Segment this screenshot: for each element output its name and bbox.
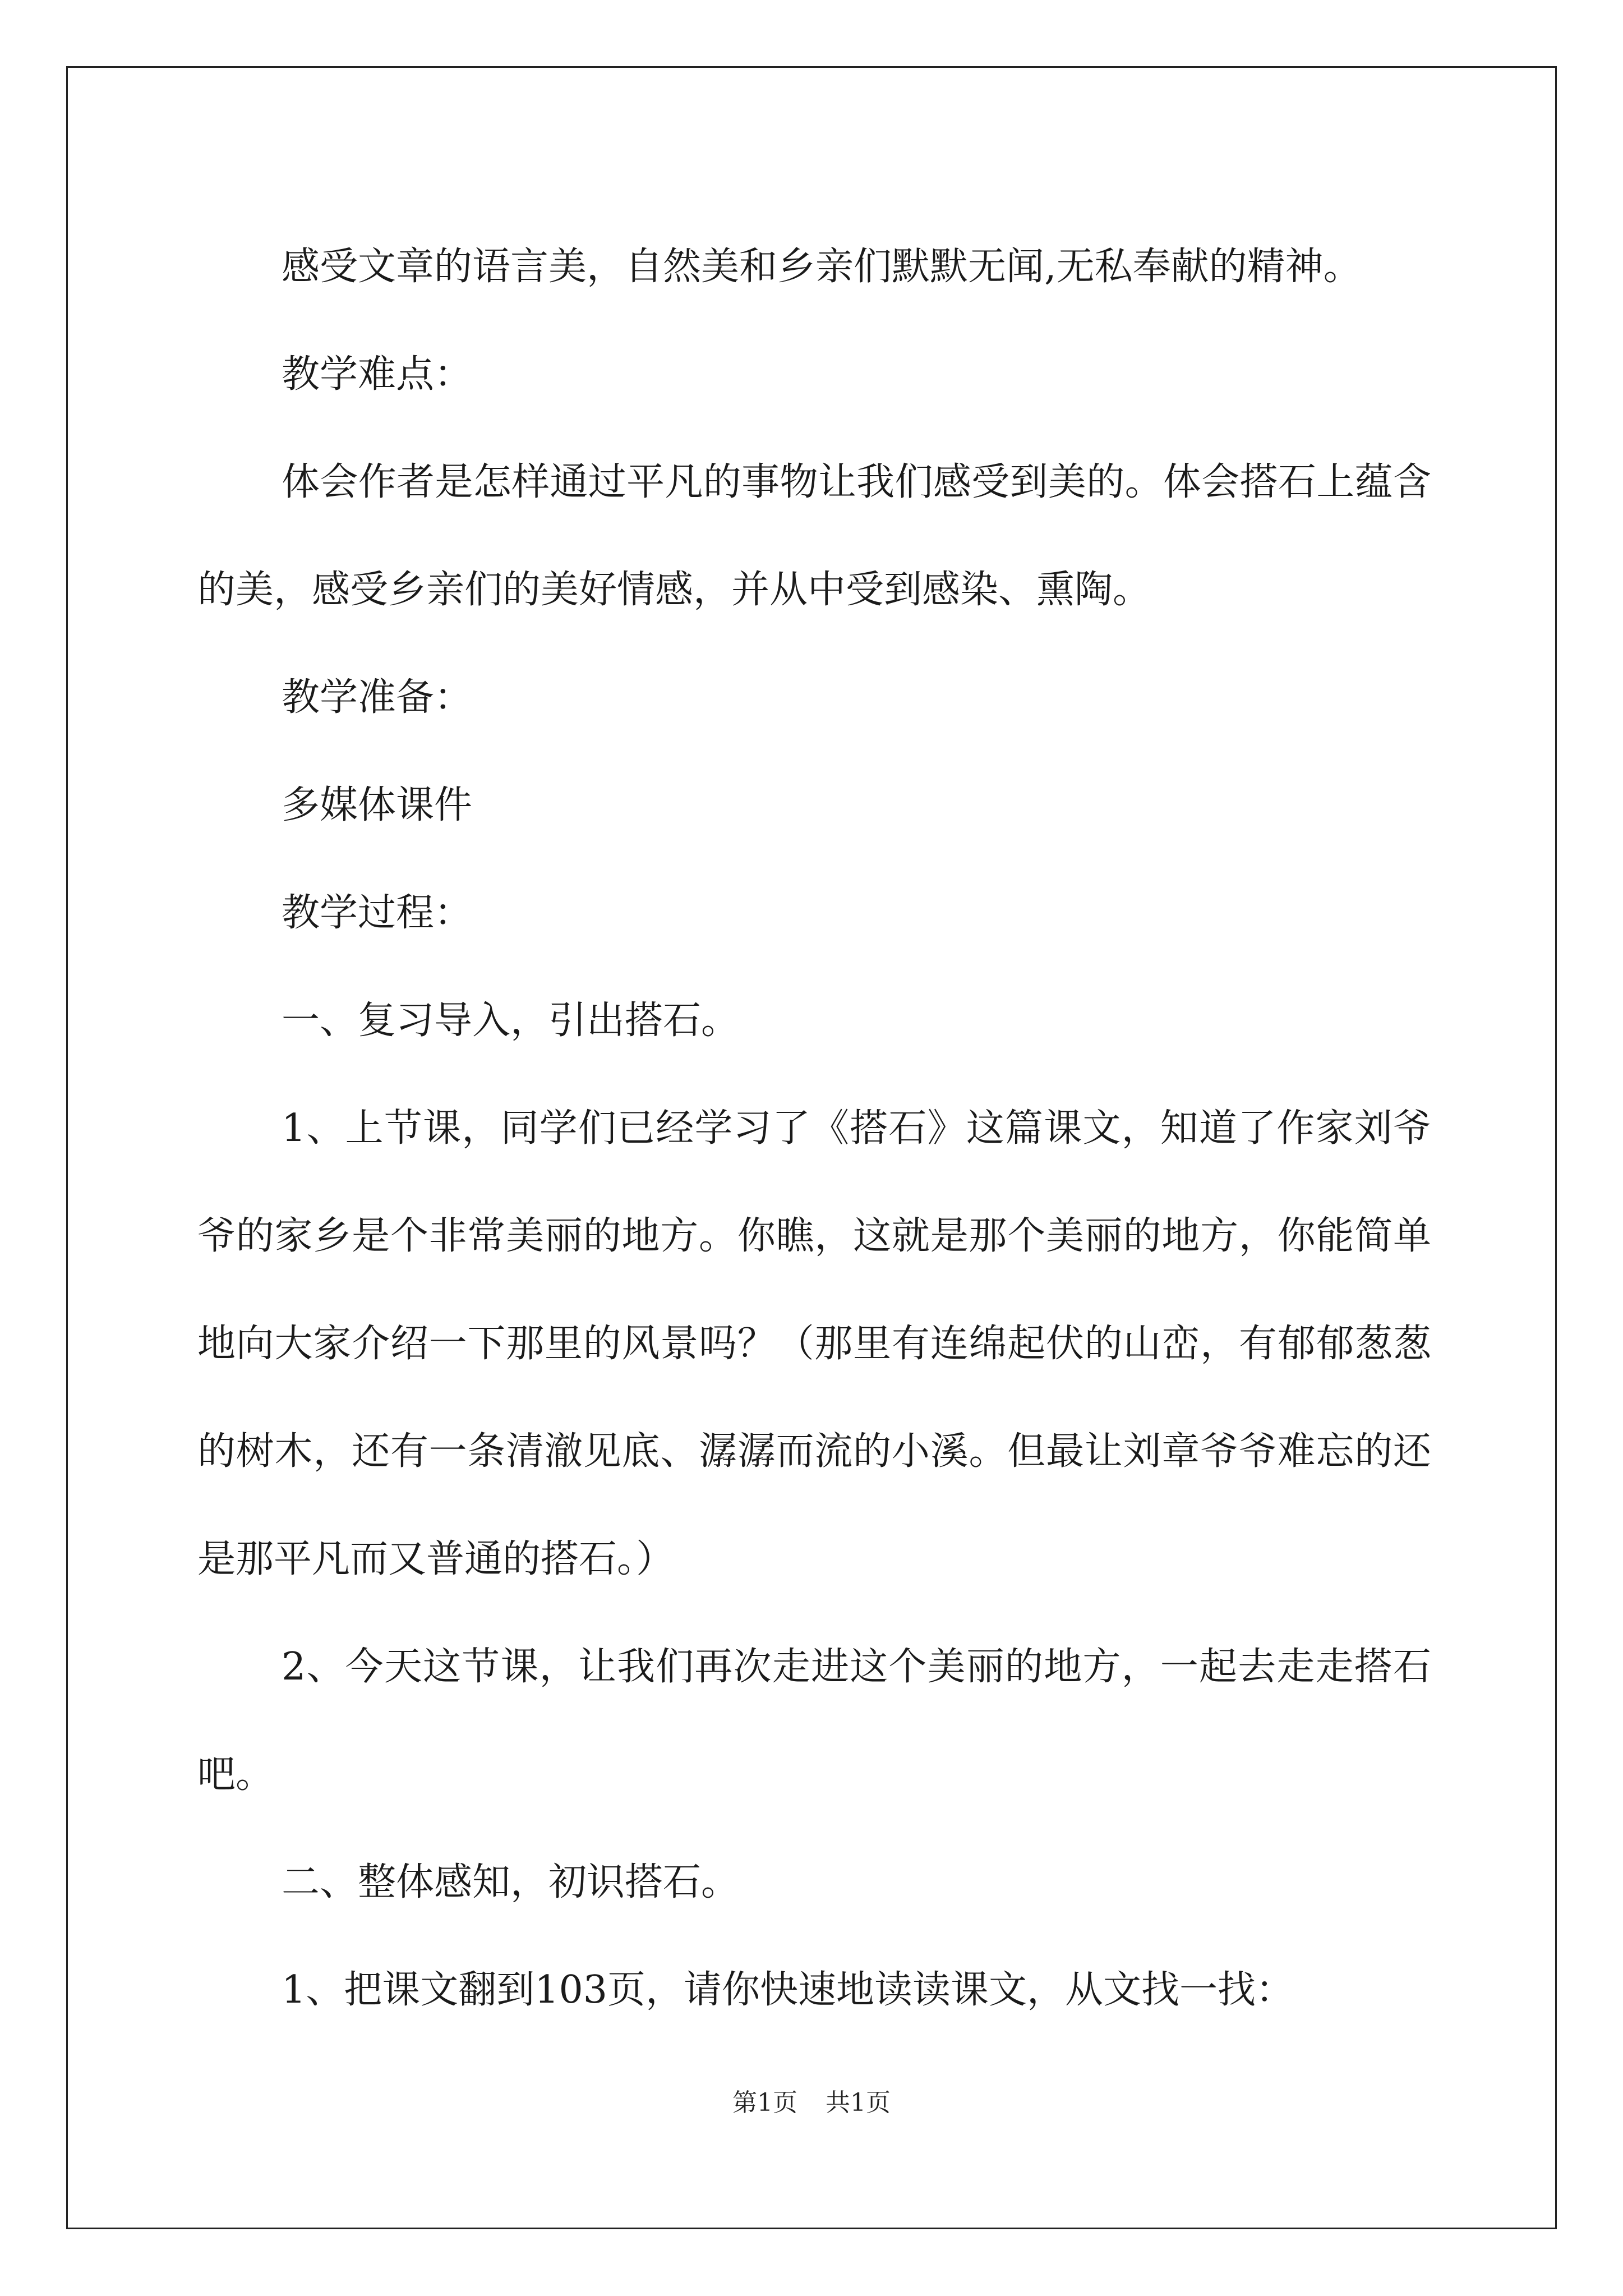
paragraph: 教学难点： <box>282 352 473 397</box>
paragraph: 1、把课文翻到103页，请你快速地读读课文，从文找一找： <box>282 1968 1294 2012</box>
page-number: 第1页 <box>732 2088 797 2117</box>
paragraph: 体会作者是怎样通过平凡的事物让我们感受到美的。体会搭石上蕴含的美，感受乡亲们的美好情感，并从中受到感染、熏陶。 <box>197 460 1431 612</box>
paragraph: 感受文章的语言美，自然美和乡亲们默默无闻,无私奉献的精神。 <box>282 245 1362 289</box>
paragraph: 多媒体课件 <box>282 783 473 827</box>
paragraph: 教学准备： <box>282 675 473 720</box>
paragraph: 2、今天这节课，让我们再次走进这个美丽的地方，一起去走走搭石吧。 <box>197 1645 1431 1797</box>
document-body <box>197 213 1431 2044</box>
paragraph: 二、整体感知，初识搭石。 <box>282 1860 740 1904</box>
page-total: 共1页 <box>826 2088 891 2117</box>
paragraph: 教学过程： <box>282 891 473 935</box>
paragraph: 一、复习导入，引出搭石。 <box>282 999 740 1043</box>
paragraph: 1、上节课，同学们已经学习了《搭石》这篇课文，知道了作家刘爷爷的家乡是个非常美丽的地方。你瞧，这就是那个美丽的地方，你能简单地向大家介绍一下那里的风景吗？（那里有连绵起伏的山峦，有郁郁葱葱的树木，还有一条清澈见底、潺潺而流的小溪。但最让刘章爷爷难忘的还是那平凡而又普通的搭石。） <box>197 1106 1431 1581</box>
page-footer <box>0 2082 1623 2118</box>
